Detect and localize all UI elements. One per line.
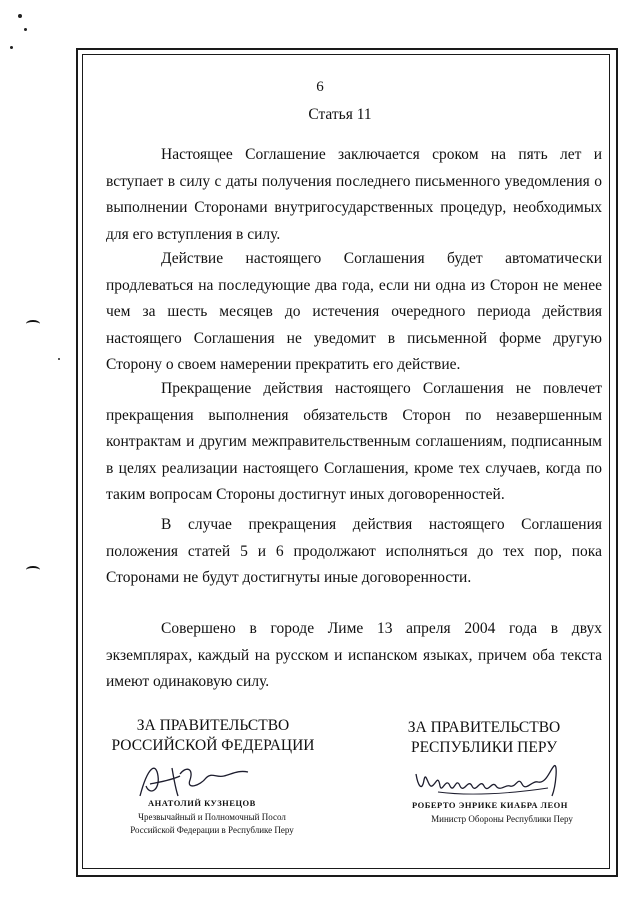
party-line: ЗА ПРАВИТЕЛЬСТВО: [407, 719, 561, 736]
paragraph-text: Прекращение действия настоящего Соглашения не повлечет прекращения выполнения обязательств Сторон по незавершенным контрактам и другим межправительственным соглашениям, подписанным в целях реализации настоящего Соглашения, кроме тех случаев, когда по таким вопросам Стороны достигнут иных договоренностей.: [106, 380, 602, 504]
signer-name-left: АНАТОЛИЙ КУЗНЕЦОВ: [148, 798, 256, 808]
page-number: 6: [316, 79, 324, 95]
signer-title-right: Министр Обороны Республики Перу: [431, 814, 573, 824]
paragraph-2: [106, 246, 602, 379]
party-line: РОССИЙСКОЙ ФЕДЕРАЦИИ: [111, 737, 315, 754]
signature-chiabra: [408, 756, 578, 806]
scan-speck: [24, 28, 27, 31]
party-peru: [384, 718, 584, 758]
paragraph-4: [106, 512, 602, 592]
party-line: ЗА ПРАВИТЕЛЬСТВО: [136, 717, 290, 734]
binding-mark: [26, 566, 40, 574]
paragraph-1: [106, 142, 602, 248]
scan-speck: [58, 358, 60, 360]
scan-speck: [10, 46, 13, 49]
party-line: РЕСПУБЛИКИ ПЕРУ: [410, 739, 558, 756]
binding-mark: [26, 320, 40, 328]
paragraph-text: Действие настоящего Соглашения будет автоматически продлеваться на последующие два года, если ни одна из Сторон не менее чем за шесть месяцев до истечения очередного периода действия настоящего Соглашения не уведомит в письменной форме другую Сторону о своем намерении прекратить его действие.: [106, 250, 602, 374]
paragraph-text: В случае прекращения действия настоящего Соглашения положения статей 5 и 6 продолжают исполняться до тех пор, пока Сторонами не будут достигнуты иные договоренности.: [106, 516, 602, 587]
paragraph-text: Настоящее Соглашение заключается сроком на пять лет и вступает в силу с даты получения последнего письменного уведомления о выполнении Сторонами внутригосударственных процедур, необходимых для его вступления в силу.: [106, 146, 602, 243]
signer-title-left: Чрезвычайный и Полномочный Посол Российской Федерации в Республике Перу: [130, 812, 294, 835]
party-russia: [108, 716, 318, 756]
paragraph-text: Совершено в городе Лиме 13 апреля 2004 года в двух экземплярах, каждый на русском и испанском языках, причем оба текста имеют одинаковую силу.: [106, 620, 602, 691]
article-heading: Статья 11: [308, 106, 372, 123]
paragraph-5: [106, 616, 602, 696]
signer-name-right: РОБЕРТО ЭНРИКЕ КИАБРА ЛЕОН: [412, 800, 568, 810]
scan-speck: [18, 14, 22, 18]
paragraph-3: [106, 376, 602, 509]
